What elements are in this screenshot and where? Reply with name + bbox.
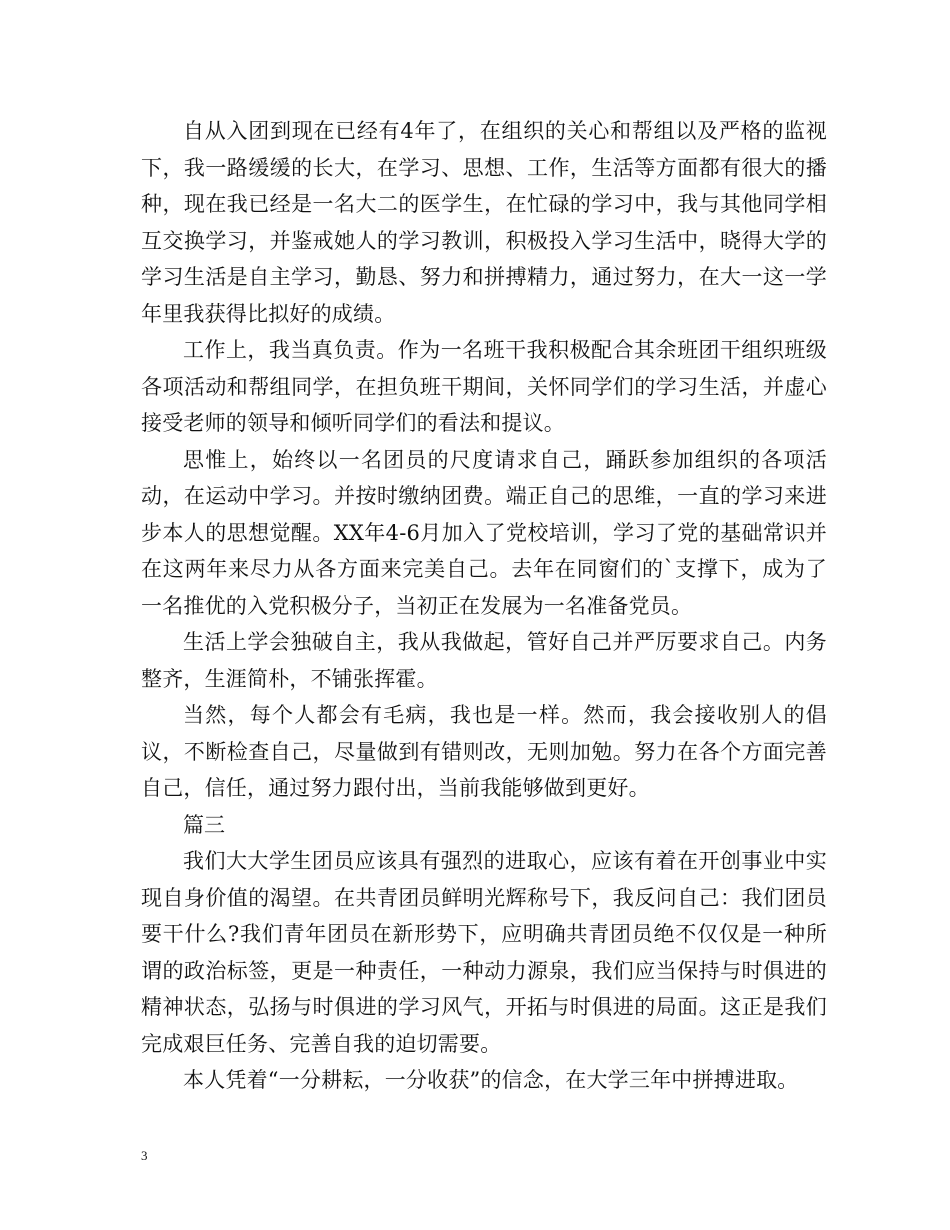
section-heading: 篇三 <box>183 812 225 837</box>
paragraph-work: 工作上，我当真负责。作为一名班干我积极配合其余班团干组织班级各项活动和帮组同学，在担负班干期间，关怀同学们的学习生活，并虚心接受老师的领导和倾听同学们的看法和提议。 <box>141 338 827 435</box>
paragraph-belief: 本人凭着“一分耕耘，一分收获”的信念，在大学三年中拼搏进取。 <box>183 1068 799 1092</box>
paragraph-shortcomings: 当然，每个人都会有毛病，我也是一样。然而，我会接收别人的倡议，不断检查自己，尽量做到有错则改，无则加勉。努力在各个方面完善自己，信任，通过努力跟付出，当前我能够做到更好。 <box>141 703 827 800</box>
paragraph-intro: 自从入团到现在已经有4年了，在组织的关心和帮组以及严格的监视下，我一路缓缓的长大，在学习、思想、工作，生活等方面都有很大的播种，现在我已经是一名大二的医学生，在忙碌的学习中，我与其他同学相互交换学习，并鉴戒她人的学习教训，积极投入学习生活中，晓得大学的学习生活是自主学习，勤恳、努力和拼搏精力，通过努力，在大一这一学年里我获得比拟好的成绩。 <box>141 119 827 326</box>
paragraph-ambition: 我们大大学生团员应该具有强烈的进取心，应该有着在开创事业中实现自身价值的渴望。在共青团员鲜明光辉称号下，我反问自己：我们团员要干什么?我们青年团员在新形势下，应明确共青团员绝不仅仅是一种所谓的政治标签，更是一种责任，一种动力源泉，我们应当保持与时俱进的精神状态，弘扬与时俱进的学习风气，开拓与时俱进的局面。这正是我们完成艰巨任务、完善自我的迫切需要。 <box>141 849 827 1056</box>
document-body <box>141 113 827 1099</box>
paragraph-life: 生活上学会独破自主，我从我做起，管好自己并严厉要求自己。内务整齐，生涯简朴，不铺张挥霍。 <box>141 630 827 691</box>
paragraph-thought: 思惟上，始终以一名团员的尺度请求自己，踊跃参加组织的各项活动，在运动中学习。并按时缴纳团费。端正自己的思维，一直的学习来进步本人的思想觉醒。XX年4-6月加入了党校培训，学习了党的基础常识并在这两年来尽力从各方面来完美自己。去年在同窗们的`支撑下，成为了一名推优的入党积极分子，当初正在发展为一名准备党员。 <box>141 447 827 618</box>
page-number: 3 <box>141 1148 148 1163</box>
